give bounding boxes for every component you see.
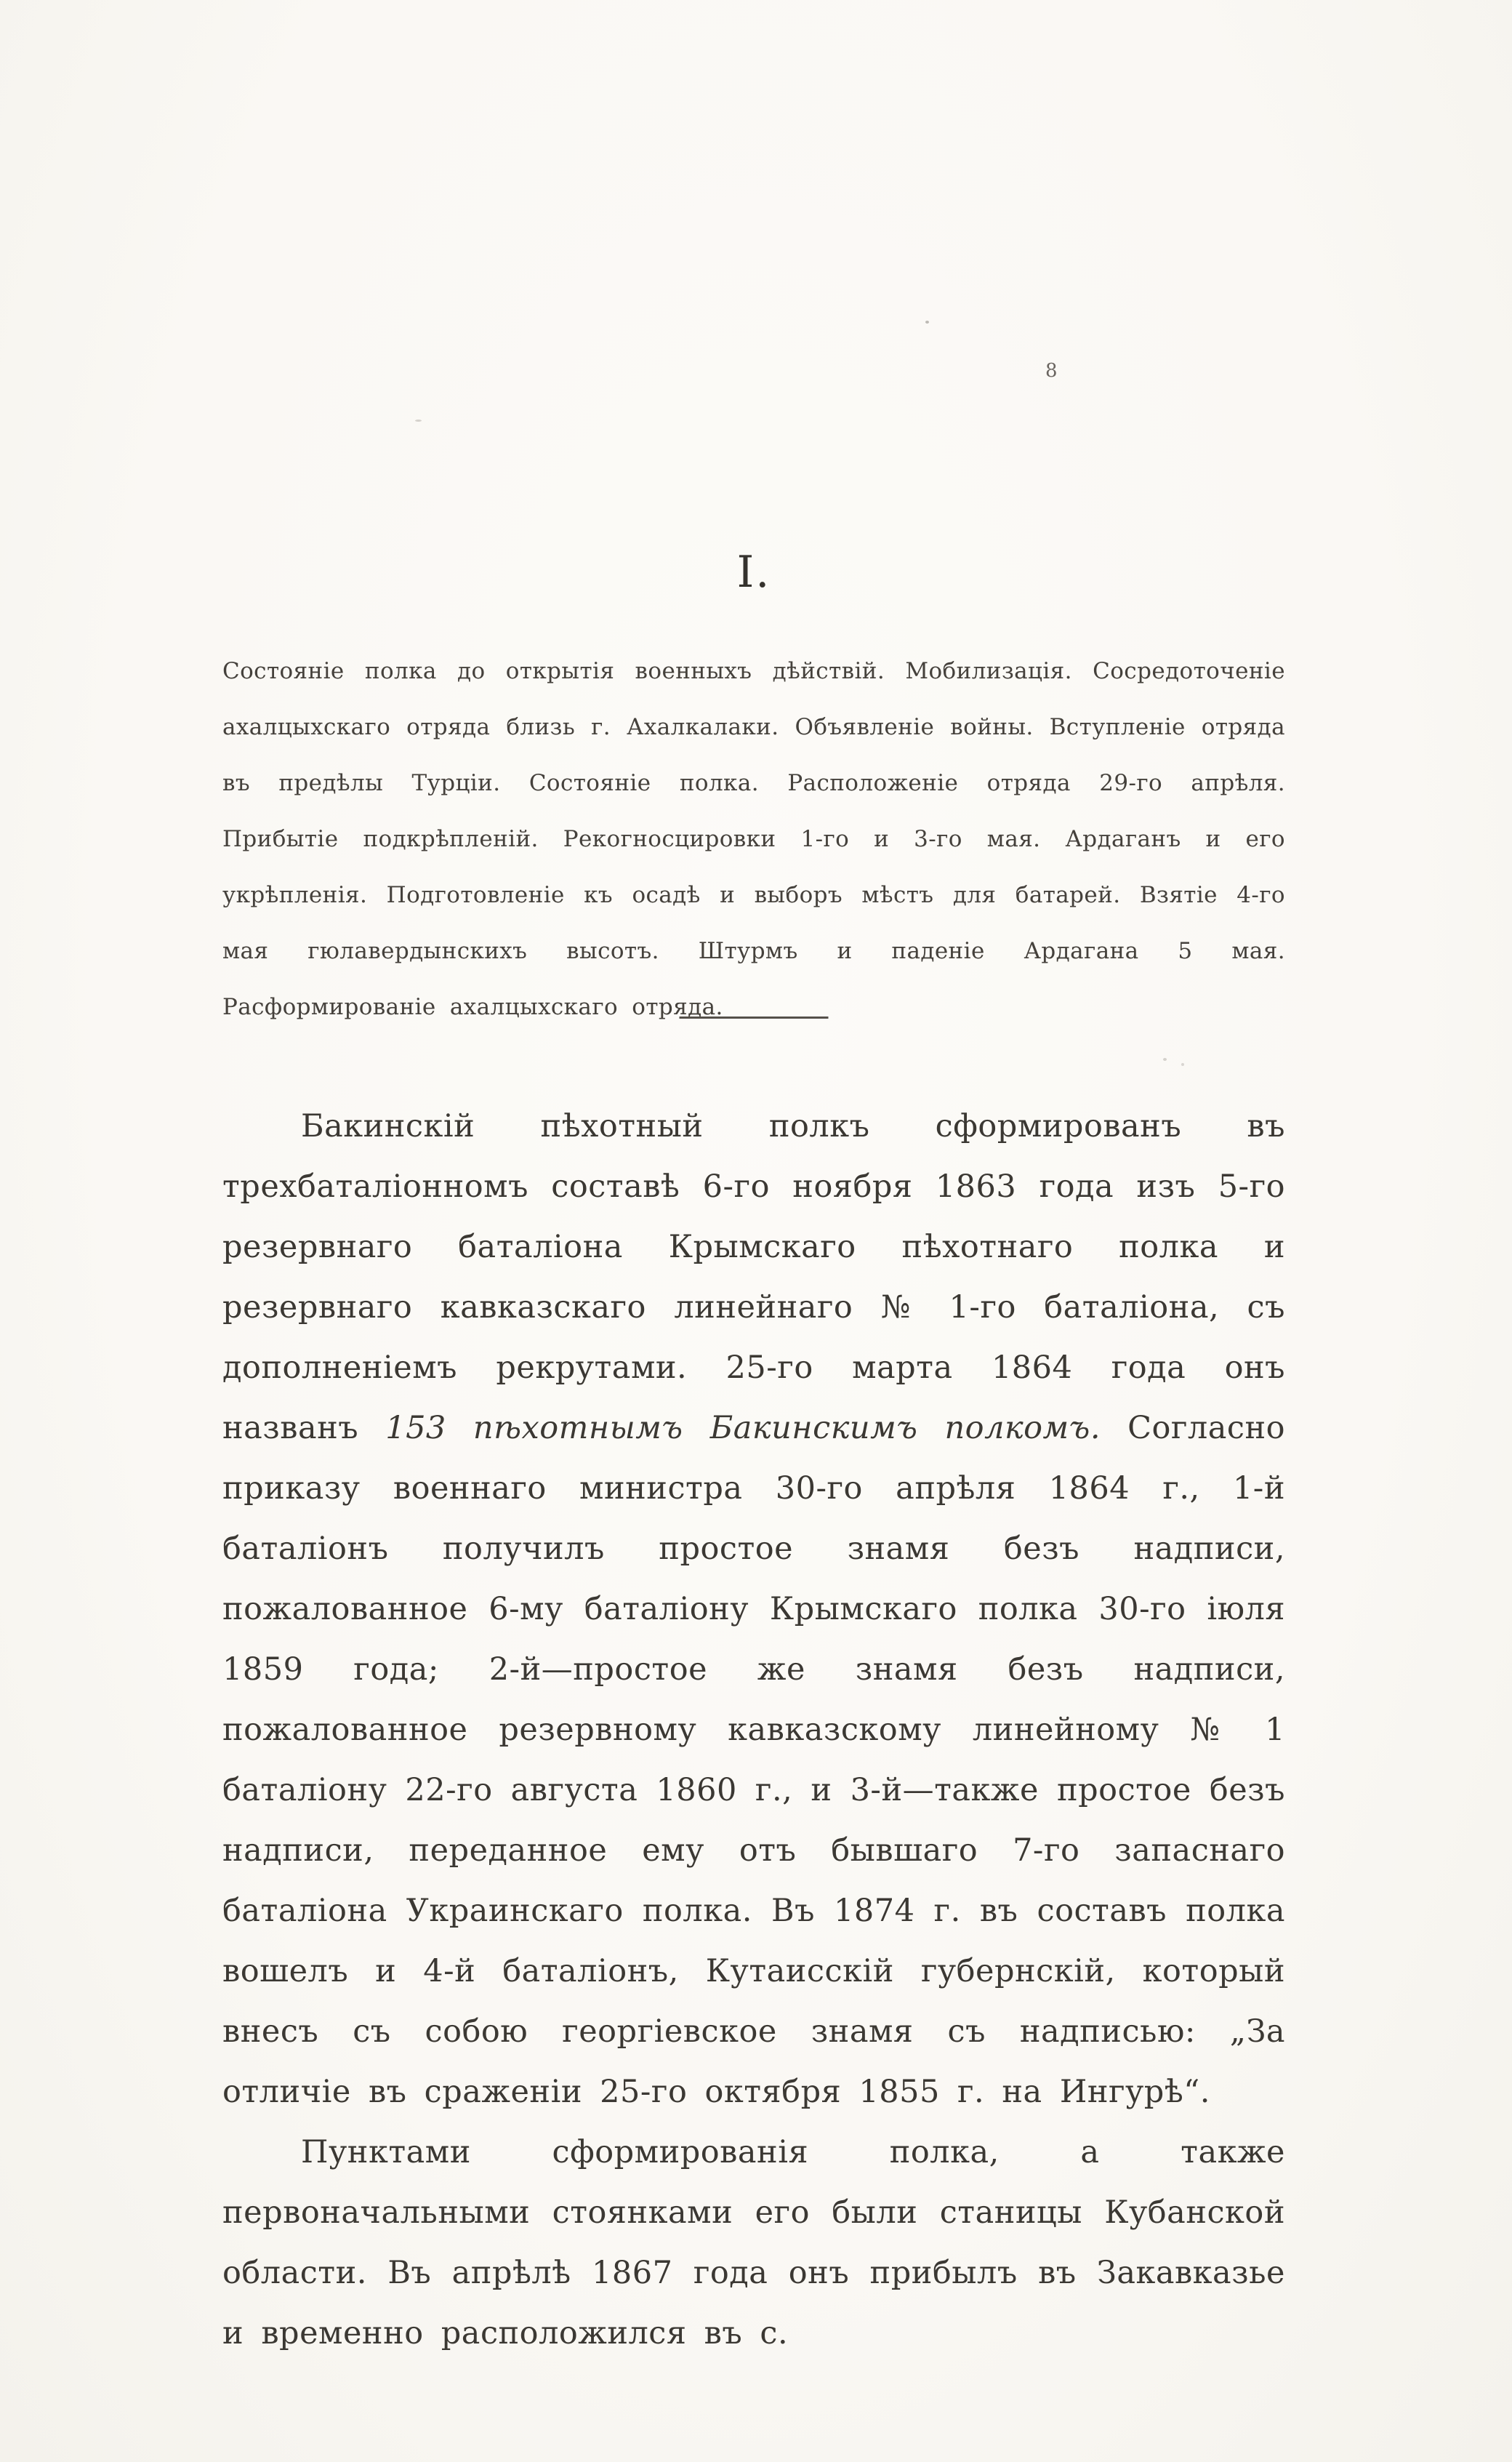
scan-speck <box>1181 1063 1184 1066</box>
chapter-synopsis: Состояніе полка до открытія военныхъ дѣйствій. Мобилизація. Сосредоточеніе ахалцыхскаго отряда близь г. Ахалкалаки. Объявленіе войны. Вступленіе отряда въ предѣлы Турціи. Состояніе полка. Расположеніе отряда 29-го апрѣля. Прибытіе подкрѣпленій. Рекогносцировки 1-го и 3-го мая. Ардаганъ и его укрѣпленія. Подготовленіе къ осадѣ и выборъ мѣстъ для батарей. Взятіе 4-го мая гюлавердынскихъ высотъ. Штурмъ и паденіе Ардагана 5 мая. Расформированіе ахалцыхскаго отряда. <box>222 658 1285 1020</box>
body-text <box>222 1096 1285 2364</box>
scan-speck <box>1163 1058 1167 1061</box>
chapter-heading: I. <box>736 547 771 598</box>
scan-speck <box>415 420 422 422</box>
text-segment: Бакинскій пѣхотный полкъ сформированъ въ трехбаталіонномъ составѣ 6-го ноября 1863 года изъ 5-го резервнаго баталіона Крымскаго пѣхотнаго полка и резервнаго кавказскаго линейнаго № 1-го баталіона, съ дополненіемъ рекрутами. 25-го марта 1864 года онъ названъ <box>222 1108 1285 1446</box>
signature-mark: 8 <box>1045 360 1058 382</box>
text-segment: Согласно приказу военнаго министра 30-го апрѣля 1864 г., 1-й баталіонъ получилъ простое знамя безъ надписи, пожалованное 6-му баталіону Крымскаго полка 30-го іюля 1859 года; 2-й—простое же знамя безъ надписи, пожалованное резервному кавказскому линейному № 1 баталіону 22-го августа 1860 г., и 3-й—также простое безъ надписи, переданное ему отъ бывшаго 7-го запаснаго баталіона Украинскаго полка. Въ 1874 г. въ составъ полка вошелъ и 4-й баталіонъ, Кутаисскій губернскій, который внесъ съ собою георгіевское знамя съ надписью: „За отличіе въ сраженіи 25-го октября 1855 г. на Ингурѣ“. <box>222 1410 1285 2110</box>
section-divider <box>680 1017 829 1019</box>
text-segment: Пунктами сформированія полка, а также первоначальными стоянками его были станицы Кубанской области. Въ апрѣлѣ 1867 года онъ прибылъ въ Закавказье и временно расположился въ с. <box>222 2134 1285 2351</box>
text-segment-italic: 153 пѣхотнымъ Бакинскимъ полкомъ. <box>385 1410 1101 1446</box>
body-paragraph <box>222 1096 1285 2122</box>
body-paragraph <box>222 2122 1285 2364</box>
scan-speck <box>925 321 929 324</box>
